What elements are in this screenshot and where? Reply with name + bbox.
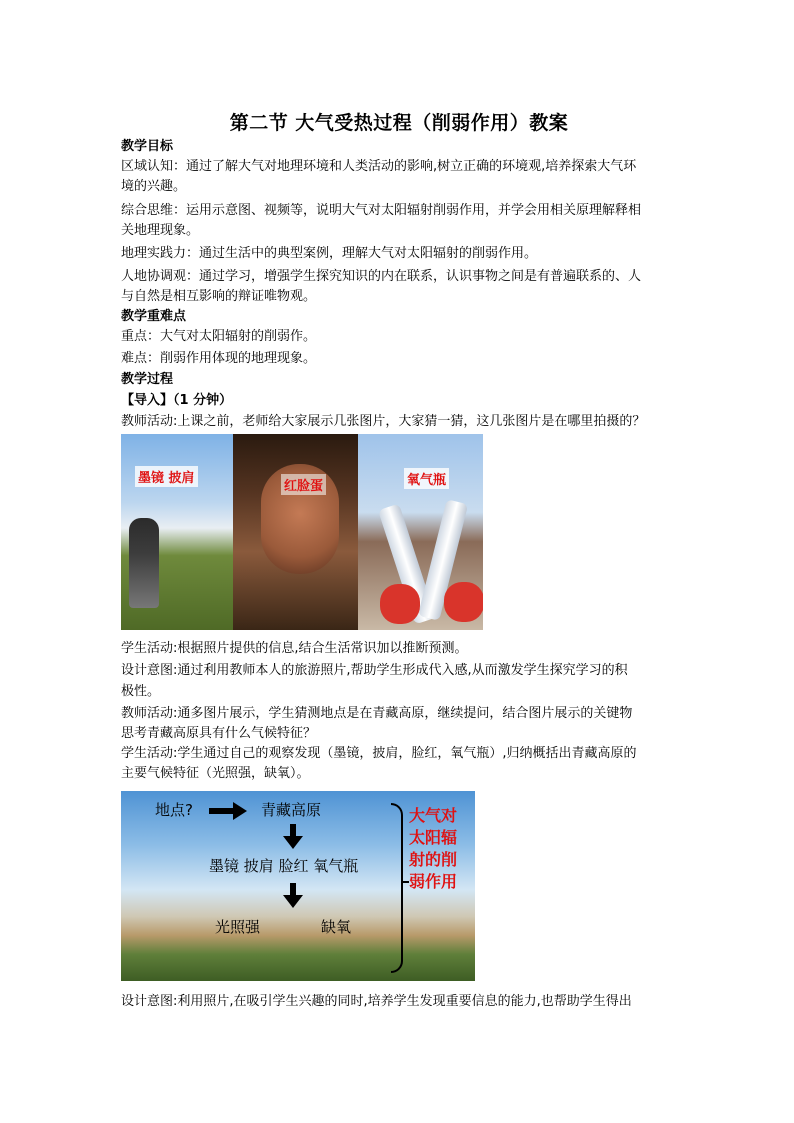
photo-label: 氧气瓶 (404, 468, 449, 489)
bracket (391, 803, 403, 973)
photo-oxygen-bottle (358, 434, 483, 630)
photo-collage (121, 434, 483, 630)
reasoning-diagram (121, 791, 475, 981)
photo-red-cheeks (233, 434, 358, 630)
hand (380, 584, 420, 624)
diagram-light: 光照强 (215, 918, 261, 936)
diagram-place: 地点? (155, 801, 193, 819)
goal-line: 地理实践力：通过生活中的典型案例，理解大气对太阳辐射的削弱作用。 (121, 246, 538, 261)
goals-heading: 教学目标 (121, 139, 174, 154)
photo-sunglasses-shawl (121, 434, 233, 630)
diagram-side-text: 大气对太阳辐射的削弱作用 (408, 806, 457, 891)
student-activity: 学生活动:学生通过自己的观察发现（墨镜，披肩，脸红，氧气瓶）,归纳概括出青藏高原的 (121, 746, 637, 761)
goal-line: 关地理现象。 (121, 223, 200, 238)
goal-line: 境的兴趣。 (121, 179, 187, 194)
design-intent: 设计意图:利用照片,在吸引学生兴趣的同时,培养学生发现重要信息的能力,也帮助学生得出 (121, 994, 632, 1009)
teacher-activity: 教师活动:上课之前，老师给大家展示几张图片，大家猜一猜，这几张图片是在哪里拍摄的？ (121, 414, 646, 429)
process-heading: 教学过程 (121, 372, 174, 387)
arrow-right-icon (209, 801, 249, 821)
person-figure (129, 518, 159, 608)
teacher-activity: 思考青藏高原具有什么气候特征？ (121, 726, 317, 741)
arrow-down-icon (281, 883, 305, 909)
keypoint-line: 难点：削弱作用体现的地理现象。 (121, 351, 317, 366)
design-intent: 设计意图:通过利用教师本人的旅游照片,帮助学生形成代入感,从而激发学生探究学习的积 (121, 663, 628, 678)
goal-line: 人地协调观：通过学习，增强学生探究知识的内在联系，认识事物之间是有普遍联系的、人 (121, 269, 642, 284)
student-activity: 学生活动:根据照片提供的信息,结合生活常识加以推断预测。 (121, 641, 468, 656)
diagram-items: 墨镜 披肩 脸红 氧气瓶 (209, 857, 359, 875)
goal-line: 综合思维：运用示意图、视频等，说明大气对太阳辐射削弱作用，并学会用相关原理解释相 (121, 203, 642, 218)
photo-label: 墨镜 披肩 (135, 466, 198, 487)
photo-label: 红脸蛋 (281, 474, 326, 495)
teacher-activity: 教师活动:通多图片展示，学生猜测地点是在青藏高原，继续提问，结合图片展示的关键物 (121, 706, 633, 721)
keypoints-heading: 教学重难点 (121, 309, 187, 324)
design-intent: 极性。 (121, 684, 161, 699)
goal-line: 与自然是相互影响的辩证唯物观。 (121, 289, 317, 304)
intro-heading: 【导入】（1 分钟） (121, 393, 233, 408)
hand (444, 582, 483, 622)
diagram-oxygen: 缺氧 (321, 918, 352, 936)
arrow-down-icon (281, 824, 305, 850)
goal-line: 区域认知：通过了解大气对地理环境和人类活动的影响,树立正确的环境观,培养探索大气环 (121, 159, 637, 174)
student-activity: 主要气候特征（光照强，缺氧）。 (121, 766, 310, 781)
document-title: 第二节 大气受热过程（削弱作用）教案 (229, 112, 569, 134)
keypoint-line: 重点：大气对太阳辐射的削弱作。 (121, 329, 317, 344)
diagram-plateau: 青藏高原 (261, 801, 322, 819)
